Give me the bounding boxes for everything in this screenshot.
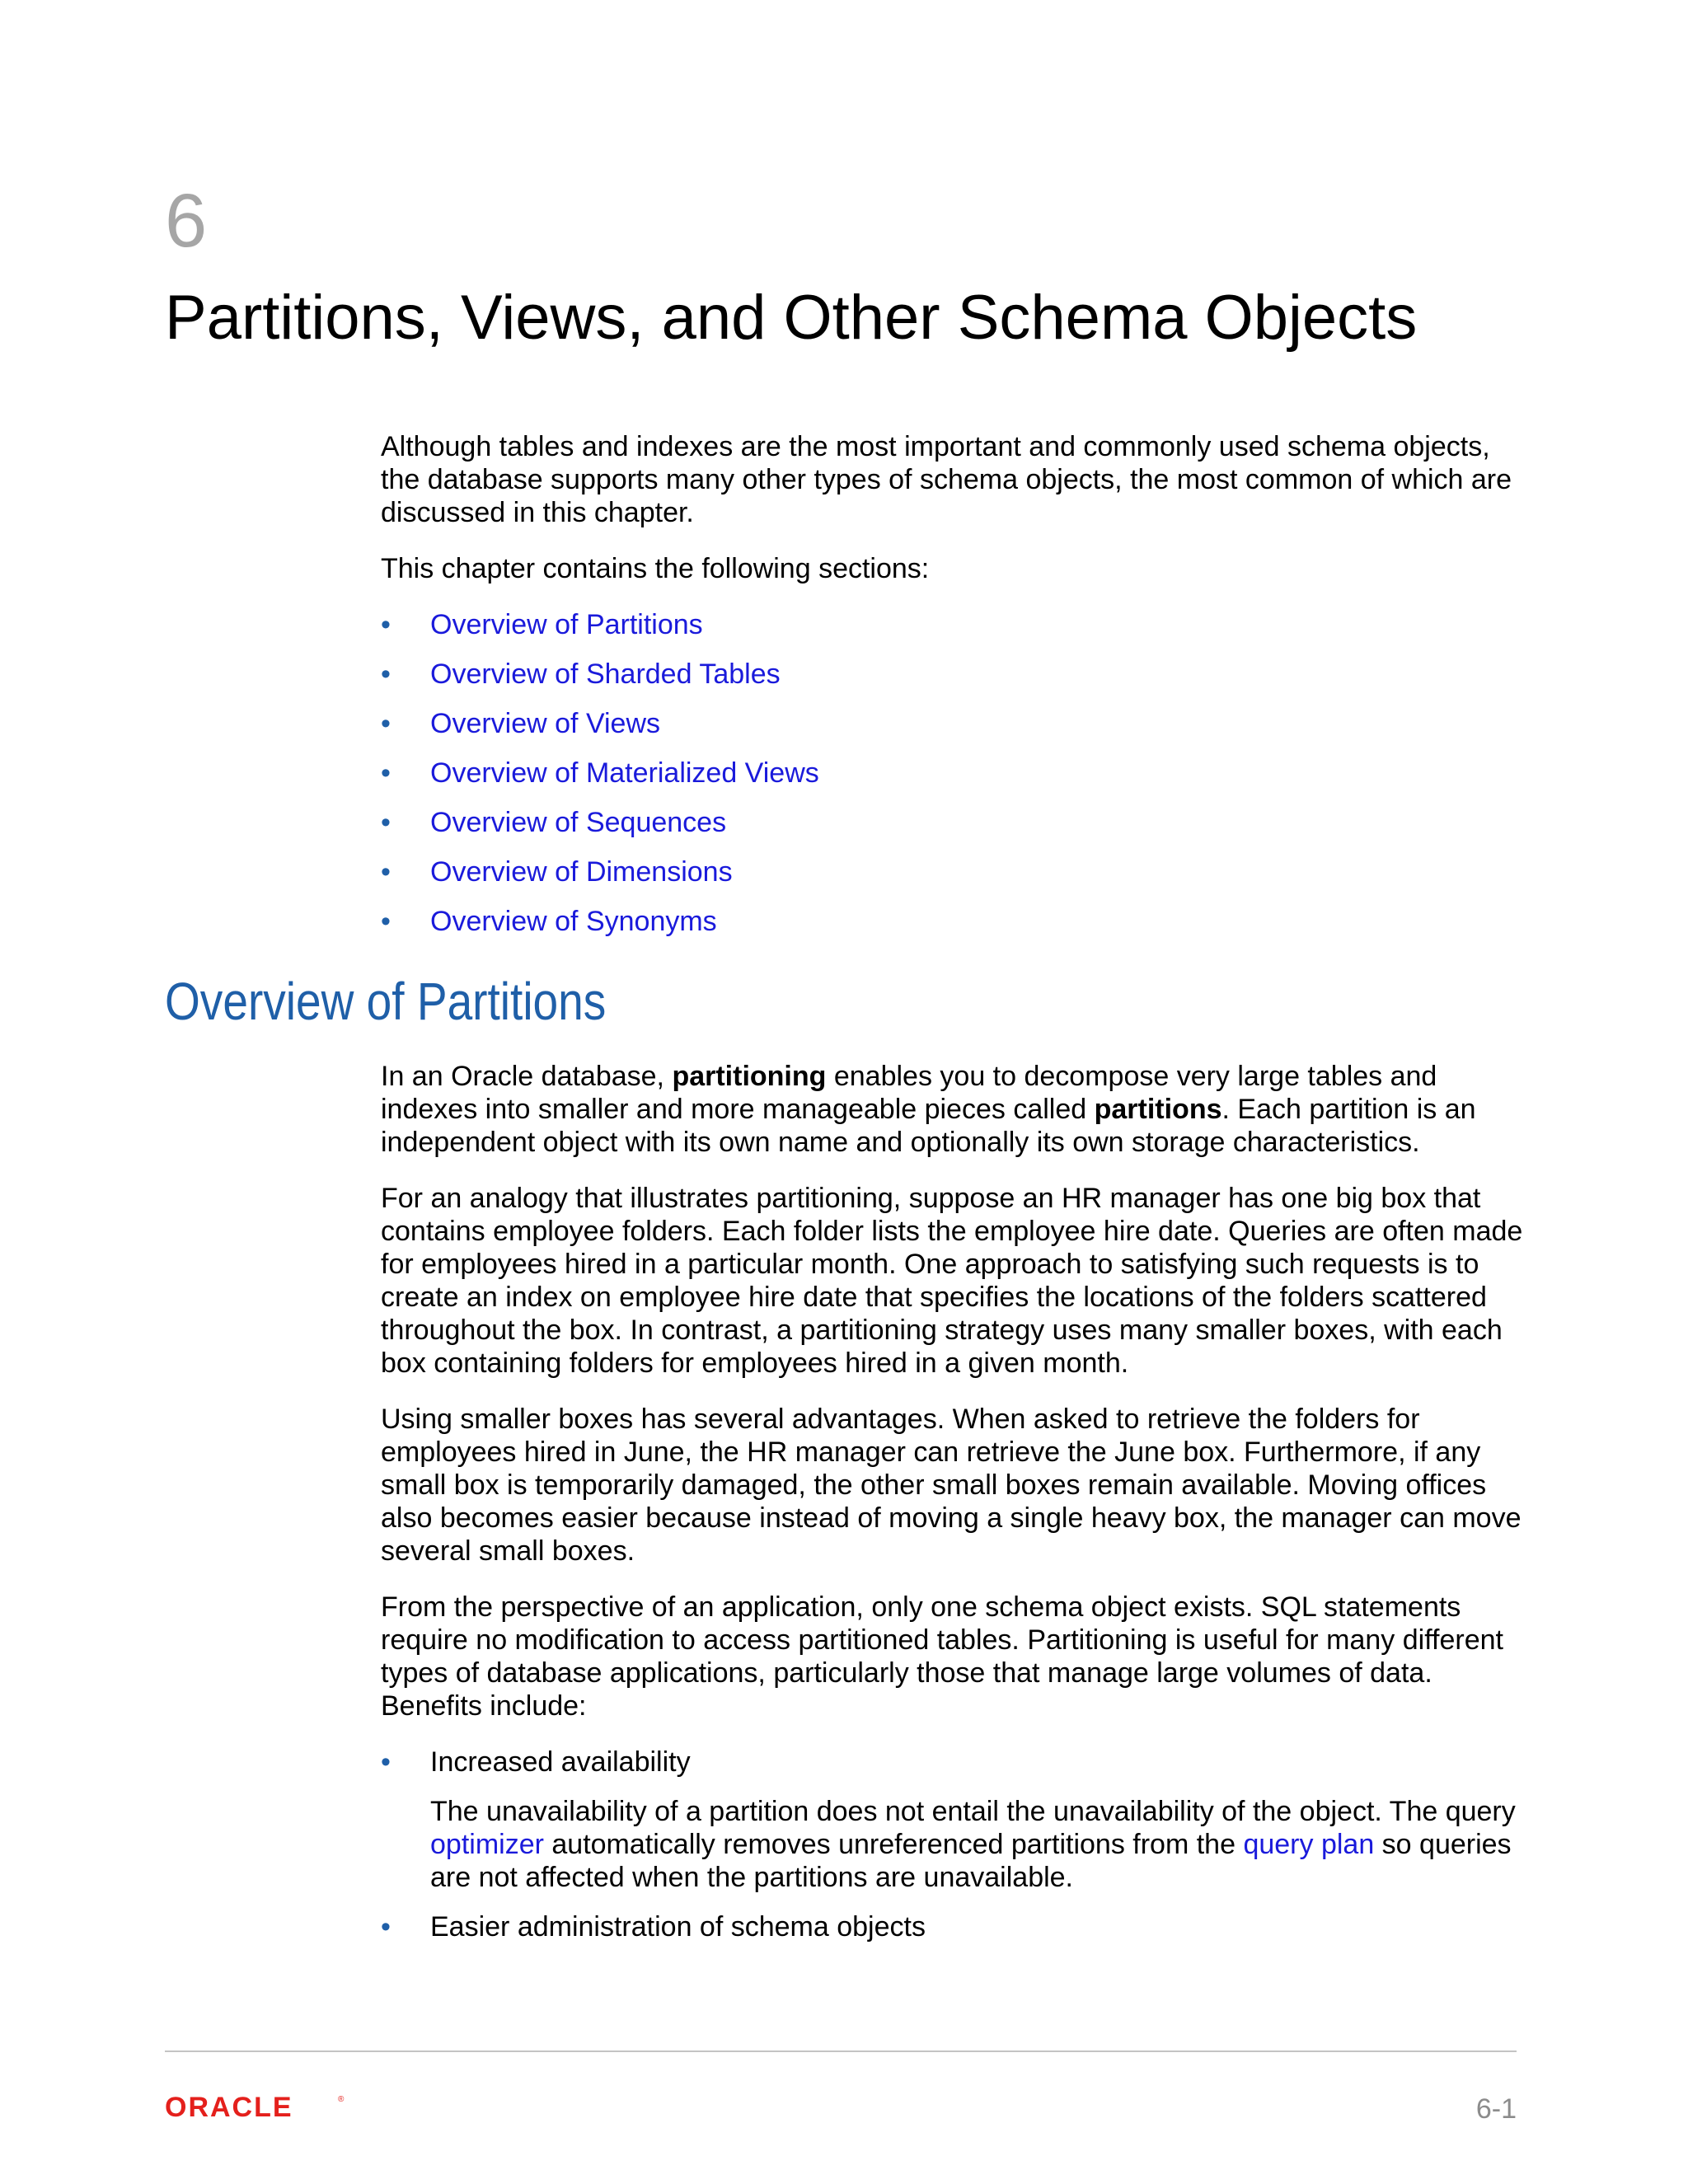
term-partitions: partitions bbox=[1094, 1094, 1222, 1125]
toc-link-sequences[interactable]: Overview of Sequences bbox=[430, 807, 727, 838]
section-body bbox=[381, 1060, 1526, 1960]
toc-item bbox=[381, 658, 1526, 691]
text-run: . Each partition is an independent object with its own name and optionally its own storage characteristics. bbox=[381, 1094, 1476, 1158]
toc-link-dimensions[interactable]: Overview of Dimensions bbox=[430, 856, 733, 888]
chapter-number: 6 bbox=[165, 179, 208, 263]
oracle-logo-text: ORACLE bbox=[165, 2092, 293, 2121]
toc-link-partitions[interactable]: Overview of Partitions bbox=[430, 609, 703, 640]
bullet-icon: • bbox=[381, 609, 391, 640]
toc-link-views[interactable]: Overview of Views bbox=[430, 708, 661, 739]
text-run: The unavailability of a partition does not entail the unavailability of the object. The query bbox=[430, 1796, 1516, 1827]
bullet-icon: • bbox=[381, 658, 391, 690]
chapter-title: Partitions, Views, and Other Schema Objects bbox=[165, 283, 1418, 353]
toc-item bbox=[381, 905, 1526, 938]
bullet-icon: • bbox=[381, 856, 391, 888]
bullet-icon: • bbox=[381, 1746, 391, 1778]
toc-item bbox=[381, 707, 1526, 740]
toc-lead: This chapter contains the following sections: bbox=[381, 553, 930, 584]
toc-item bbox=[381, 757, 1526, 790]
toc-link-sharded-tables[interactable]: Overview of Sharded Tables bbox=[430, 658, 781, 690]
text-run: enables you to decompose very large tables and indexes into smaller and more manageable pieces called bbox=[381, 1061, 1437, 1125]
toc-item bbox=[381, 855, 1526, 888]
benefits-list bbox=[381, 1746, 1526, 1943]
toc-link-synonyms[interactable]: Overview of Synonyms bbox=[430, 906, 717, 937]
text-run: so queries are not affected when the partitions are unavailable. bbox=[430, 1829, 1512, 1893]
bullet-icon: • bbox=[381, 708, 391, 739]
query-plan-link[interactable]: query plan bbox=[1243, 1829, 1375, 1860]
intro-paragraph: Although tables and indexes are the most important and commonly used schema objects, the database supports many other types of schema objects, the most common of which are discussed in this chapter. bbox=[381, 431, 1512, 528]
bullet-icon: • bbox=[381, 757, 391, 789]
benefit-item bbox=[381, 1746, 1526, 1894]
benefit-title: Increased availability bbox=[430, 1746, 691, 1778]
section-toc bbox=[381, 608, 1526, 938]
footer-divider bbox=[165, 2050, 1517, 2052]
benefit-title: Easier administration of schema objects bbox=[430, 1911, 926, 1943]
svg-text:®: ® bbox=[338, 2095, 345, 2104]
section-paragraph-3: Using smaller boxes has several advantages. When asked to retrieve the folders for employees hired in June, the HR manager can retrieve the June box. Furthermore, if any small box is temporarily damaged, the other small boxes remain available. Moving offices also becomes easier because instead of moving a single heavy box, the manager can move several small boxes. bbox=[381, 1404, 1522, 1567]
text-run: In an Oracle database, bbox=[381, 1061, 673, 1092]
toc-item bbox=[381, 608, 1526, 641]
text-run: automatically removes unreferenced partitions from the bbox=[543, 1829, 1244, 1860]
section-paragraph-1 bbox=[381, 1060, 1526, 1159]
section-paragraph-2: For an analogy that illustrates partitioning, suppose an HR manager has one big box that contains employee folders. Each folder lists the employee hire date. Queries are often made for employees hired in a particular month. One approach to satisfying such requests is to create an index on employee hire date that specifies the locations of the folders scattered throughout the box. In contrast, a partitioning strategy uses many smaller boxes, with each box containing folders for employees hired in a given month. bbox=[381, 1183, 1523, 1379]
term-partitioning: partitioning bbox=[672, 1061, 827, 1092]
oracle-logo bbox=[165, 2092, 346, 2121]
benefit-item bbox=[381, 1910, 1526, 1943]
section-heading: Overview of Partitions bbox=[165, 972, 607, 1031]
section-paragraph-4: From the perspective of an application, only one schema object exists. SQL statements require no modification to access partitioned tables. Partitioning is useful for many different types of database applications, particularly those that manage large volumes of data. Benefits include: bbox=[381, 1591, 1503, 1722]
bullet-icon: • bbox=[381, 807, 391, 838]
bullet-icon: • bbox=[381, 906, 391, 937]
optimizer-link[interactable]: optimizer bbox=[430, 1829, 544, 1860]
toc-link-materialized-views[interactable]: Overview of Materialized Views bbox=[430, 757, 819, 789]
benefit-description bbox=[430, 1795, 1526, 1894]
chapter-intro bbox=[381, 430, 1526, 954]
toc-item bbox=[381, 806, 1526, 839]
page-number: 6-1 bbox=[1475, 2093, 1517, 2125]
bullet-icon: • bbox=[381, 1911, 391, 1943]
